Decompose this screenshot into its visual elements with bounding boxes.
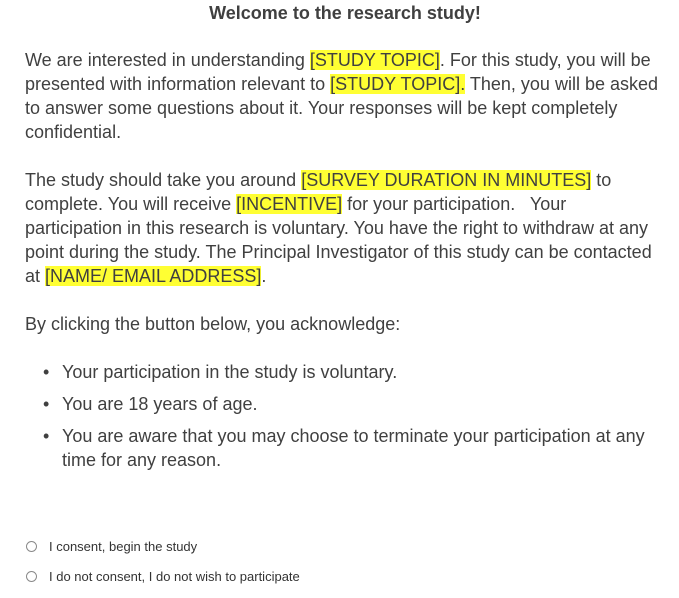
bullet-icon: • [43,394,50,414]
consent-radio[interactable] [26,541,37,552]
consent-option[interactable] [26,538,300,554]
details-paragraph [25,168,665,288]
details-text-3: for your participation. Your participation in this research is voluntary. You have the right to withdraw at any point during the study. The Principal Investigator of this study can be contacted at [25,194,657,286]
study-topic-placeholder-2: [STUDY TOPIC]. [330,74,466,94]
decline-radio[interactable] [26,571,37,582]
intro-text-2: . For this study, you will be presented with information relevant to [25,50,651,94]
list-item [25,424,665,472]
bullet-icon: • [43,426,50,446]
list-item [25,392,665,416]
study-topic-placeholder: [STUDY TOPIC] [309,50,440,70]
consent-option-label: I consent, begin the study [49,538,198,554]
intro-paragraph [25,48,665,144]
consent-choices [26,538,300,598]
list-item-text: Your participation in the study is voluntary. [62,362,398,382]
contact-placeholder: [NAME/ EMAIL ADDRESS] [45,266,262,286]
details-text-1: The study should take you around [25,170,302,190]
incentive-placeholder: [INCENTIVE] [236,194,343,214]
consent-content [25,0,665,480]
list-item-text: You are aware that you may choose to terminate your participation at any time for any reason. [62,426,645,470]
list-item-text: You are 18 years of age. [62,394,258,414]
details-text-2: to complete. You will receive [25,170,612,214]
page-title: Welcome to the research study! [209,3,481,23]
list-item [25,360,665,384]
decline-option[interactable] [26,568,300,584]
acknowledgement-list [25,360,665,472]
intro-text-3: Then, you will be asked to answer some questions about it. Your responses will be kept completely confidential. [25,74,658,142]
details-text-4: . [261,266,267,286]
bullet-icon: • [43,362,50,382]
decline-option-label: I do not consent, I do not wish to participate [49,568,300,584]
intro-text-1: We are interested in understanding [25,50,310,70]
acknowledge-paragraph: By clicking the button below, you acknowledge: [25,314,401,334]
duration-placeholder: [SURVEY DURATION IN MINUTES] [301,170,592,190]
